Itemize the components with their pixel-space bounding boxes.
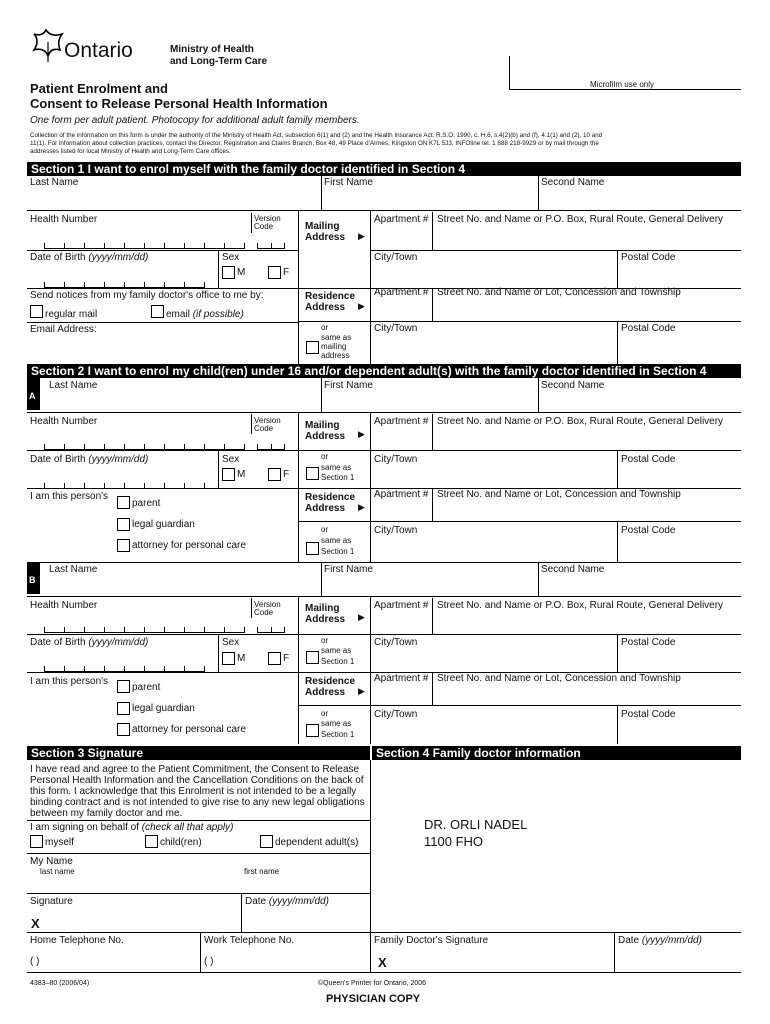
a-res-city-label: City/Town [374,525,418,536]
b-sex-m-label: M [237,653,246,664]
s1-res-apartment-label: Apartment # [374,287,429,298]
collection-notice-line1: Collection of the information on this form is under the authority of the Ministry of Health Act, subsection 6(1) and (2) and the Health Insurance Act, R.S.O. 1990, c. H.6, s.4(2)(b) and (f), 4.1(1) and (2), 10 and [30,132,603,139]
b-apartment-label: Apartment # [374,600,429,611]
signing-behalf-label: I am signing on behalf of (check all that apply) [30,822,234,833]
a-postal-label: Postal Code [621,454,676,465]
a-sex-label: Sex [222,454,240,465]
s1-or-label: or [321,323,329,332]
s1-health-number-label: Health Number [30,214,98,225]
a-attorney-label: attorney for personal care [132,540,246,551]
b-sex-f-checkbox[interactable] [268,652,281,665]
person-a-letter: A [29,391,36,401]
copyright-line: ©Queen's Printer for Ontario, 2006 [318,980,427,987]
a-sex-f-checkbox[interactable] [268,468,281,481]
dependent-label: dependent adult(s) [275,837,359,848]
s4-date-label: Date (yyyy/mm/dd) [618,935,702,946]
myself-checkbox[interactable] [30,835,43,848]
b-postal-label: Postal Code [621,637,676,648]
b-guardian-checkbox[interactable] [117,702,130,715]
children-label: child(ren) [160,837,202,848]
a-or-label-1: or [321,452,329,461]
a-mailing-address-label: Mailing Address [305,420,346,442]
a-same-as-section1-residence-checkbox[interactable] [306,542,319,555]
a-section1-label-2: Section 1 [321,547,355,556]
form-title-line1: Patient Enrolment and [30,81,168,96]
a-mailing-arrow-icon: ▶ [358,429,365,439]
s1-sex-label: Sex [222,252,240,263]
b-version-code-label: Version Code [254,600,281,617]
a-sex-m-label: M [237,469,246,480]
ministry-line2: and Long-Term Care [170,56,268,67]
b-sex-m-checkbox[interactable] [222,652,235,665]
a-parent-label: parent [132,498,161,509]
b-res-postal-label: Postal Code [621,709,676,720]
s1-mailing-address-label: Mailing Address [305,221,346,243]
ontario-trillium-logo [28,26,68,64]
collection-notice-line3: addresses listed for local Ministry of Health and Long-Term Care offices. [30,148,231,155]
a-guardian-label: legal guardian [132,519,195,530]
s1-sex-f-checkbox[interactable] [268,266,281,279]
s1-second-name-label: Second Name [541,177,605,188]
consent-para-line4: binding contract and is not intended to give rise to any new legal obligations [30,797,365,808]
s1-regular-mail-checkbox[interactable] [30,305,43,318]
children-checkbox[interactable] [145,835,158,848]
consent-para-line3: this form. I acknowledge that this Enrolment is not intended to be a legally [30,786,357,797]
consent-para-line5: between my family doctor and me. [30,808,183,819]
a-same-as-label-1: same as [321,463,352,472]
b-or-label-1: or [321,636,329,645]
s1-same-as-label: same as [321,333,352,342]
a-i-am-label: I am this person's [30,491,109,502]
a-attorney-checkbox[interactable] [117,539,130,552]
doctor-group: 1100 FHO [424,834,484,849]
a-street-mail-label: Street No. and Name or P.O. Box, Rural Route, General Delivery [437,416,724,427]
b-section1-label-2: Section 1 [321,730,355,739]
s1-sex-m-checkbox[interactable] [222,266,235,279]
b-same-as-section1-mailing-checkbox[interactable] [306,651,319,664]
s1-sex-f-label: F [283,267,290,278]
b-attorney-label: attorney for personal care [132,724,246,735]
a-health-number-label: Health Number [30,416,98,427]
work-phone-label: Work Telephone No. [204,935,295,946]
a-city-label: City/Town [374,454,418,465]
s3-date-label: Date (yyyy/mm/dd) [245,896,329,907]
collection-notice-line2: 11(1). For information about collection practices, contact the Director, Registration and Claims Branch, Box 48, 49 Place d'Armes, Kingston ON K7L 5J3, INFOline tel. 1 888 218-9929 or by mail through the [30,140,599,147]
section4-heading: Section 4 Family doctor information [372,746,741,760]
s1-same-as-mailing-checkbox[interactable] [306,341,319,354]
ministry-line1: Ministry of Health [170,44,254,55]
s1-apartment-label: Apartment # [374,214,429,225]
section2-heading: Section 2 I want to enrol my child(ren) under 16 and/or dependent adult(s) with the family doctor identified in Section 4 [27,364,741,378]
b-same-as-label-1: same as [321,646,352,655]
s1-regular-mail-label: regular mail [45,309,98,320]
a-sex-f-label: F [283,469,290,480]
section1-heading: Section 1 I want to enrol myself with the family doctor identified in Section 4 [27,162,741,176]
person-b-letter: B [29,575,36,585]
a-sex-m-checkbox[interactable] [222,468,235,481]
s1-mailing-arrow-icon: ▶ [358,231,365,241]
home-phone-paren[interactable]: ( ) [30,956,40,967]
doctor-name: DR. ORLI NADEL [424,817,528,832]
s1-health-number-boxes[interactable] [44,243,245,249]
b-version-code-boxes[interactable] [257,627,285,633]
a-dob-label: Date of Birth (yyyy/mm/dd) [30,454,149,465]
home-phone-label: Home Telephone No. [30,935,124,946]
s1-residence-arrow-icon: ▶ [358,301,365,311]
b-i-am-label: I am this person's [30,676,109,687]
myself-label: myself [45,837,74,848]
s1-res-postal-label: Postal Code [621,323,676,334]
a-res-postal-label: Postal Code [621,525,676,536]
s1-notices-label: Send notices from my family doctor's office to me by: [30,290,264,301]
ontario-wordmark: Ontario [64,39,133,62]
b-res-city-label: City/Town [374,709,418,720]
s1-city-label: City/Town [374,252,418,263]
s1-residence-address-label: Residence Address [305,291,356,313]
a-street-res-label: Street No. and Name or Lot, Concession and Township [437,489,681,500]
b-parent-checkbox[interactable] [117,680,130,693]
a-last-name-label: Last Name [49,380,98,391]
s1-version-code-label: Version Code [254,214,281,231]
physician-copy-label: PHYSICIAN COPY [326,993,421,1005]
b-res-apartment-label: Apartment # [374,673,429,684]
b-section1-label-1: Section 1 [321,657,355,666]
b-same-as-label-2: same as [321,719,352,728]
b-health-number-boxes[interactable] [44,627,245,633]
signature-label: Signature [30,896,73,907]
a-version-code-label: Version Code [254,416,281,433]
form-title-line2: Consent to Release Personal Health Information [30,96,328,111]
b-sex-f-label: F [283,653,290,664]
dependent-checkbox[interactable] [260,835,273,848]
s1-first-name-label: First Name [324,177,373,188]
b-same-as-section1-residence-checkbox[interactable] [306,724,319,737]
s1-email-address-label: Email Address: [30,324,97,335]
work-phone-paren[interactable]: ( ) [204,956,214,967]
s1-mailing-word: mailing [321,342,347,351]
doctor-signature-label: Family Doctor's Signature [374,935,489,946]
a-guardian-checkbox[interactable] [117,518,130,531]
signature-x-mark: X [31,916,40,931]
last-name-small-label: last name [40,867,75,876]
a-first-name-label: First Name [324,380,373,391]
s1-last-name-label: Last Name [30,177,79,188]
b-mailing-arrow-icon: ▶ [358,612,365,622]
first-name-small-label: first name [244,867,280,876]
a-residence-arrow-icon: ▶ [358,502,365,512]
b-street-mail-label: Street No. and Name or P.O. Box, Rural Route, General Delivery [437,600,724,611]
a-section1-label-1: Section 1 [321,473,355,482]
s1-street-res-label: Street No. and Name or Lot, Concession and Township [437,287,681,298]
b-first-name-label: First Name [324,564,373,575]
a-apartment-label: Apartment # [374,416,429,427]
doctor-signature-x-mark: X [378,955,387,970]
s1-email-checkbox[interactable] [151,305,164,318]
a-or-label-2: or [321,525,329,534]
s1-address-word: address [321,351,350,360]
b-parent-label: parent [132,682,161,693]
b-sex-label: Sex [222,637,240,648]
s1-res-city-label: City/Town [374,323,418,334]
consent-para-line2: Personal Health Information and the Cancellation Conditions on the back of [30,775,364,786]
consent-para-line1: I have read and agree to the Patient Commitment, the Consent to Release [30,764,360,775]
b-mailing-address-label: Mailing Address [305,603,346,625]
my-name-label: My Name [30,856,73,867]
b-residence-address-label: Residence Address [305,676,356,698]
b-or-label-2: or [321,709,329,718]
s1-dob-label: Date of Birth (yyyy/mm/dd) [30,252,149,263]
b-street-res-label: Street No. and Name or Lot, Concession and Township [437,673,681,684]
form-subtitle: One form per adult patient. Photocopy for additional adult family members. [30,115,360,126]
a-res-apartment-label: Apartment # [374,489,429,500]
b-dob-label: Date of Birth (yyyy/mm/dd) [30,637,149,648]
a-parent-checkbox[interactable] [117,496,130,509]
s1-version-code-boxes[interactable] [257,243,285,249]
s1-postal-label: Postal Code [621,252,676,263]
a-same-as-section1-mailing-checkbox[interactable] [306,467,319,480]
b-second-name-label: Second Name [541,564,605,575]
section3-heading: Section 3 Signature [27,746,370,760]
s1-sex-m-label: M [237,267,246,278]
a-residence-address-label: Residence Address [305,492,356,514]
a-same-as-label-2: same as [321,536,352,545]
a-second-name-label: Second Name [541,380,605,391]
s1-email-option-label: email (if possible) [166,309,244,320]
b-residence-arrow-icon: ▶ [358,686,365,696]
microfilm-label: Microfilm use only [590,80,655,89]
b-last-name-label: Last Name [49,564,98,575]
b-health-number-label: Health Number [30,600,98,611]
b-attorney-checkbox[interactable] [117,723,130,736]
form-number: 4383–80 (2006/04) [30,980,90,987]
s1-street-mail-label: Street No. and Name or P.O. Box, Rural Route, General Delivery [437,214,724,225]
b-city-label: City/Town [374,637,418,648]
b-guardian-label: legal guardian [132,703,195,714]
